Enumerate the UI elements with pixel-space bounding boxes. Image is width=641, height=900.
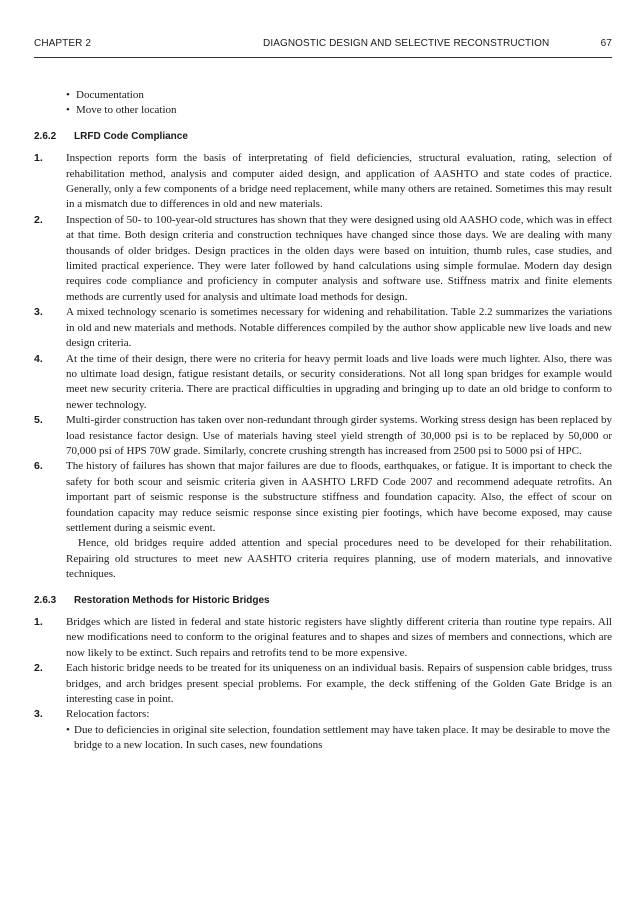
sub-bullet-item: • Due to deficiencies in original site selection, foundation settlement may have taken place. It may be desirable to move the bridge to a new location. In such cases, new foundations: [34, 723, 612, 754]
item-text: Each historic bridge needs to be treated for its uniqueness on an individual basis. Repairs of suspension cable bridges, truss bridges, and arch bridges present special problems. For example, the deck stiffening of the Golden Gate Bridge is an interesting case in point.: [66, 662, 612, 706]
section-number: 2.6.2: [34, 130, 57, 142]
item-number: 3.: [34, 306, 43, 319]
numbered-item: [34, 352, 612, 414]
item-text: Inspection reports form the basis of interpretating of field deficiencies, structural evaluation, rating, selection of rehabilitation method, analysis and computer aided design, and application of AASHTO and state codes of practice. Generally, only a few components of a bridge need replacement, while many others are retained. Sometimes this may result in a mismatch due to differences in old and new materials.: [66, 152, 612, 211]
chapter-title: DIAGNOSTIC DESIGN AND SELECTIVE RECONSTRUCTION: [263, 38, 550, 49]
item-number: 3.: [34, 708, 43, 721]
item-number: 4.: [34, 352, 43, 365]
page-body: [34, 88, 612, 754]
item-number: 6.: [34, 460, 43, 473]
running-header: [34, 38, 612, 54]
numbered-item: [34, 459, 612, 536]
numbered-item: [34, 151, 612, 213]
item-number: 2.: [34, 662, 43, 675]
bullet-item: • Move to other location: [34, 103, 612, 118]
numbered-item: [34, 413, 612, 459]
closing-paragraph: Hence, old bridges require added attention and special procedures need to be developed for their rehabilitation. Repairing old structures to meet new AASHTO criteria requires planning, use of modern materials, and innovative techniques.: [66, 537, 612, 581]
section-heading-2-6-3: [34, 593, 612, 608]
section-number: 2.6.3: [34, 594, 57, 606]
item-text: Relocation factors:: [66, 708, 150, 721]
item-number: 1.: [34, 152, 43, 165]
section-heading-2-6-2: [34, 129, 612, 144]
item-text: A mixed technology scenario is sometimes necessary for widening and rehabilitation. Table 2.2 summarizes the variations in old and new materials and methods. Notable differences compiled by the author show applicable new live loads and new design criteria.: [66, 306, 612, 350]
item-number: 1.: [34, 616, 43, 628]
header-rule: [34, 57, 612, 58]
numbered-item: [34, 615, 612, 661]
item-text: Inspection of 50- to 100-year-old structures has shown that they were designed using old AASHO code, which was in effect at that time. Both design criteria and construction techniques have changed since those days. We are dealing with many thousands of older bridges. Design practices in the olden days were based on intuition, thumb rules, case studies, and limited practical experience. They were later followed by hand calculations using simple formulae. Modern day design requires code compliance and proficiency in computer analysis and software use. Stiffness matrix and finite elements methods are currently used for analysis and ultimate load methods for design.: [66, 213, 612, 303]
item-text: The history of failures has shown that major failures are due to floods, earthquakes, or fatigue. It is important to check the safety for both scour and seismic criteria given in AASHTO LRFD Code 2007 and recommend adequate retrofits. An important part of seismic response is the substructure stiffness and foundation capacity. Also, the effect of scour on foundation capacity may reduce seismic response since existing pier footings, which have become exposed, may cause settlement during a seismic event.: [66, 460, 612, 534]
numbered-item: [34, 305, 612, 351]
section-title: Restoration Methods for Historic Bridges: [74, 594, 270, 606]
item-number: 2.: [34, 213, 43, 226]
item-number: 5.: [34, 414, 43, 427]
bullet-item: • Documentation: [34, 88, 612, 103]
item-text: Multi-girder construction has taken over non-redundant through girder systems. Working stress design has been replaced by load resistance factor design. Use of materials having steel yield strength of 30,000 psi is to be replaced by 50,000 or 70,000 psi of HPS 70W grade. Similarly, concrete crushing strength has increased from 2500 psi to 5000 psi of HPC.: [66, 414, 612, 457]
page-number: 67: [600, 38, 612, 49]
numbered-item: [34, 661, 612, 707]
chapter-label: CHAPTER 2: [34, 38, 92, 49]
item-text: Bridges which are listed in federal and state historic registers have slightly different criteria than routine type repairs. All new modifications need to conform to the original features and to shapes and sizes of members and connections, which are now likely to be extinct. Such repairs and retrofits tend to be more expensive.: [66, 616, 612, 659]
item-text: At the time of their design, there were no criteria for heavy permit loads and live loads were much lighter. Also, there was no ultimate load design, fatigue resistant details, or security considerations. Not all long span bridges for example would meet new security criteria. There are practical difficulties in upgrading and bringing up to date an old bridge to conform to newer technology.: [66, 352, 612, 411]
numbered-item: [34, 707, 612, 722]
section-title: LRFD Code Compliance: [74, 130, 188, 142]
numbered-item: [34, 213, 612, 305]
